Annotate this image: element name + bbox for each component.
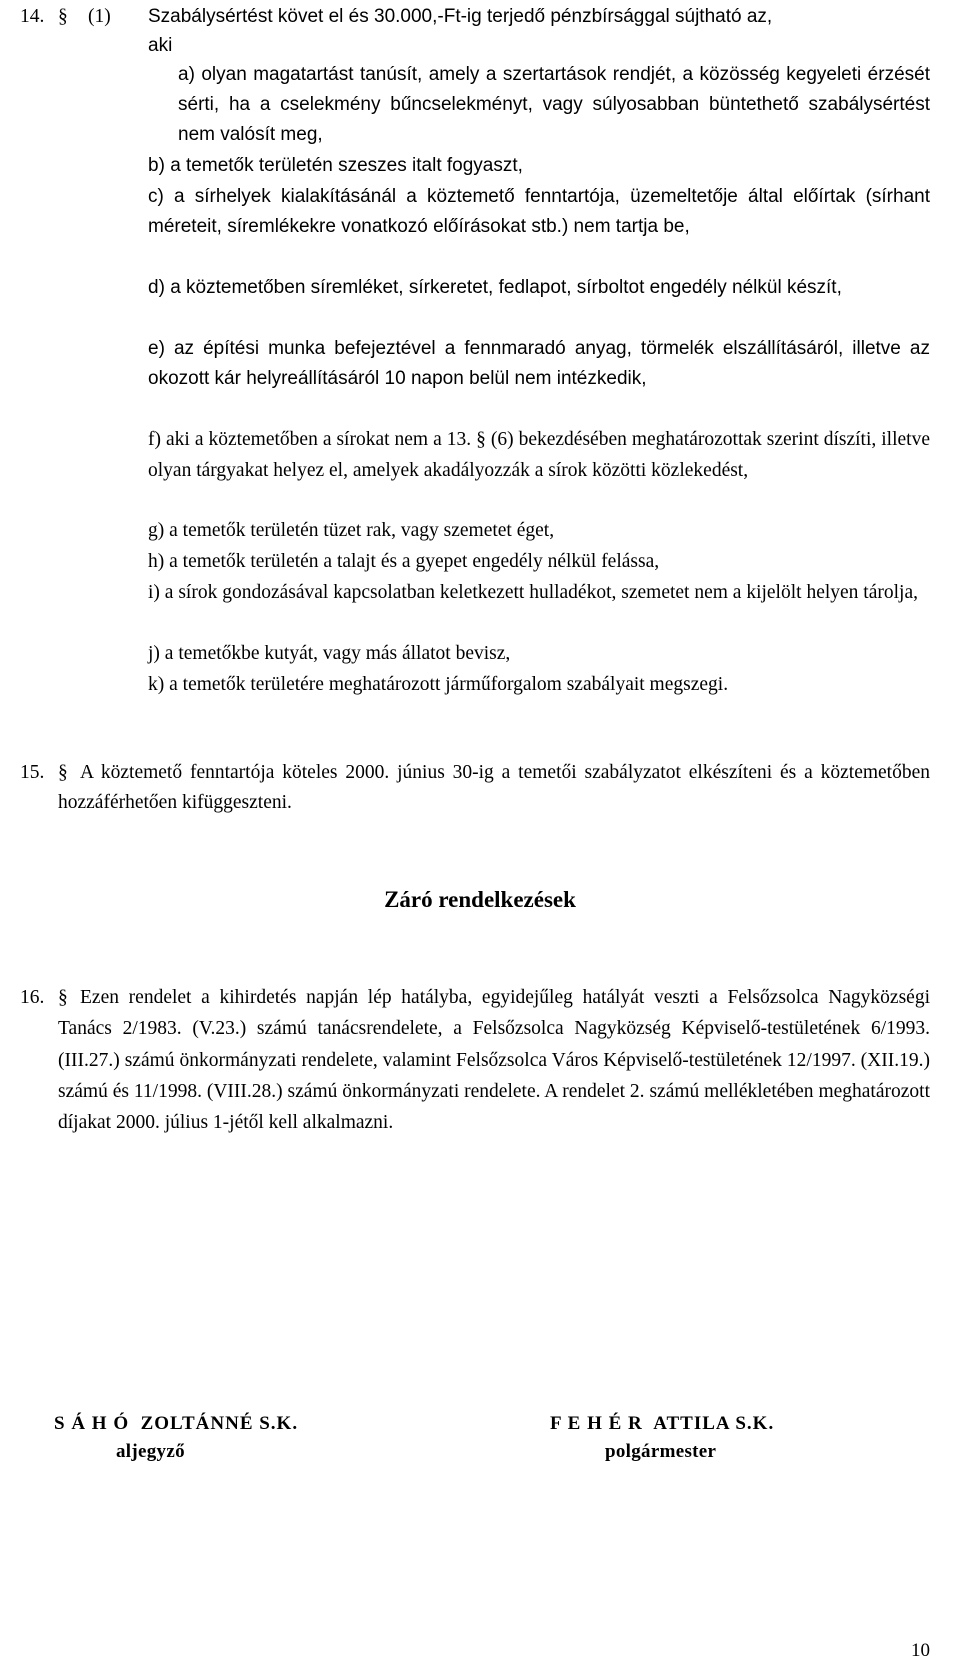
list-item-label: a) xyxy=(178,64,195,85)
list-item xyxy=(148,670,930,701)
list-item-label: j) xyxy=(148,643,160,664)
signatory-name: F E H É R ATTILA S.K. xyxy=(550,1413,775,1434)
list-item xyxy=(148,516,930,547)
list-item-label: k) xyxy=(148,674,165,695)
list-item xyxy=(148,425,935,516)
list-item xyxy=(148,273,930,334)
list-item xyxy=(148,182,936,273)
list-item xyxy=(148,578,930,639)
list-item-text: g) a temetők területén tüzet rak, vagy szemetet éget, xyxy=(148,520,555,541)
section-intro-text: Szabálysértést követ el és 30.000,-Ft-ig terjedő pénzbírsággal sújtható az, xyxy=(148,6,773,27)
signatory-name: S Á H Ó ZOLTÁNNÉ S.K. xyxy=(54,1413,299,1434)
section-number: 15. xyxy=(20,762,45,783)
list-item-label: b) xyxy=(148,155,165,176)
list-item-label: g) xyxy=(148,520,165,541)
list-item-text: j) a temetőkbe kutyát, vagy más állatot bevisz, xyxy=(148,643,511,664)
subsection-number: (1) xyxy=(88,6,111,27)
list-item-text: b) a temetők területén szeszes italt fogyaszt, xyxy=(148,155,523,176)
closing-provisions-heading: Záró rendelkezések xyxy=(384,887,576,912)
list-item-text: a) olyan magatartást tanúsít, amely a szertartások rendjét, a közösség kegyeleti érzését sérti, ha a cselekmény bűncselekményt, vagy súlyosabban büntethető szabálysértést nem valósít meg, xyxy=(178,64,936,145)
list-item-text: k) a temetők területére meghatározott járműforgalom szabályait megszegi. xyxy=(148,674,729,695)
list-item xyxy=(148,334,936,425)
section-16 xyxy=(20,982,935,1138)
page-number: 10 xyxy=(911,1640,930,1661)
list-item-text: d) a köztemetőben síremléket, sírkeretet, fedlapot, sírboltot engedély nélkül készít, xyxy=(148,277,842,298)
list-item-text: e) az építési munka befejeztével a fennmaradó anyag, törmelék elszállításáról, illetve az okozott kár helyreállításáról 10 napon belül nem intézkedik, xyxy=(148,338,936,389)
list-item-label: d) xyxy=(148,277,165,298)
list-item-text: h) a temetők területén a talajt és a gyepet engedély nélkül felássa, xyxy=(148,551,660,572)
offence-list xyxy=(148,60,936,701)
section-number: 14. xyxy=(20,6,45,27)
paragraph-symbol: § xyxy=(58,6,68,27)
section-intro-continuation: aki xyxy=(148,35,173,56)
list-item-text: f) aki a köztemetőben a sírokat nem a 13. § (6) bekezdésében meghatározottak szerint díszíti, illetve olyan tárgyakat helyez el, amelyek akadályozzák a sírok közötti közlekedést, xyxy=(148,429,935,481)
list-item-label: i) xyxy=(148,582,160,603)
list-item-text: c) a sírhelyek kialakításánál a köztemető fenntartója, üzemeltetője által előírtak (sírhant méreteit, síremlékekre vonatkozó előírásokat stb.) nem tartja be, xyxy=(148,186,936,237)
section-15 xyxy=(20,758,935,818)
list-item xyxy=(148,639,930,670)
list-item xyxy=(148,151,930,182)
signatory-role: polgármester xyxy=(605,1441,717,1462)
list-item xyxy=(148,60,936,151)
section-number: 16. xyxy=(20,987,45,1008)
list-item xyxy=(148,547,930,578)
section-15-text: A köztemető fenntartója köteles 2000. június 30-ig a temetői szabályzatot elkészíteni és a köztemetőben hozzáférhetően kifüggeszteni. xyxy=(58,762,935,813)
paragraph-symbol: § xyxy=(58,762,68,783)
list-item-label: c) xyxy=(148,186,164,207)
signature-left xyxy=(54,1410,324,1466)
section-16-text: Ezen rendelet a kihirdetés napján lép hatályba, egyidejűleg hatályát veszti a Felsőzsolca Nagyközségi Tanács 2/1983. (V.23.) számú tanácsrendelete, a Felsőzsolca Nagyközség Képviselő-testületének 6/1993. (III.27.) számú önkormányzati rendelete, valamint Felsőzsolca Város Képviselő-testületének 12/1997. (XII.19.) számú és 11/1998. (VIII.28.) számú önkormányzati rendelete. A rendelet 2. számú mellékletében meghatározott díjakat 2000. július 1-jétől kell alkalmazni. xyxy=(58,987,935,1134)
paragraph-symbol: § xyxy=(58,987,68,1008)
list-item-label: f) xyxy=(148,429,161,450)
signatory-role: aljegyző xyxy=(116,1441,185,1462)
list-item-label: h) xyxy=(148,551,165,572)
signature-right xyxy=(550,1410,810,1466)
list-item-text: i) a sírok gondozásával kapcsolatban keletkezett hulladékot, szemetet nem a kijelölt helyen tárolja, xyxy=(148,582,918,603)
list-item-label: e) xyxy=(148,338,165,359)
